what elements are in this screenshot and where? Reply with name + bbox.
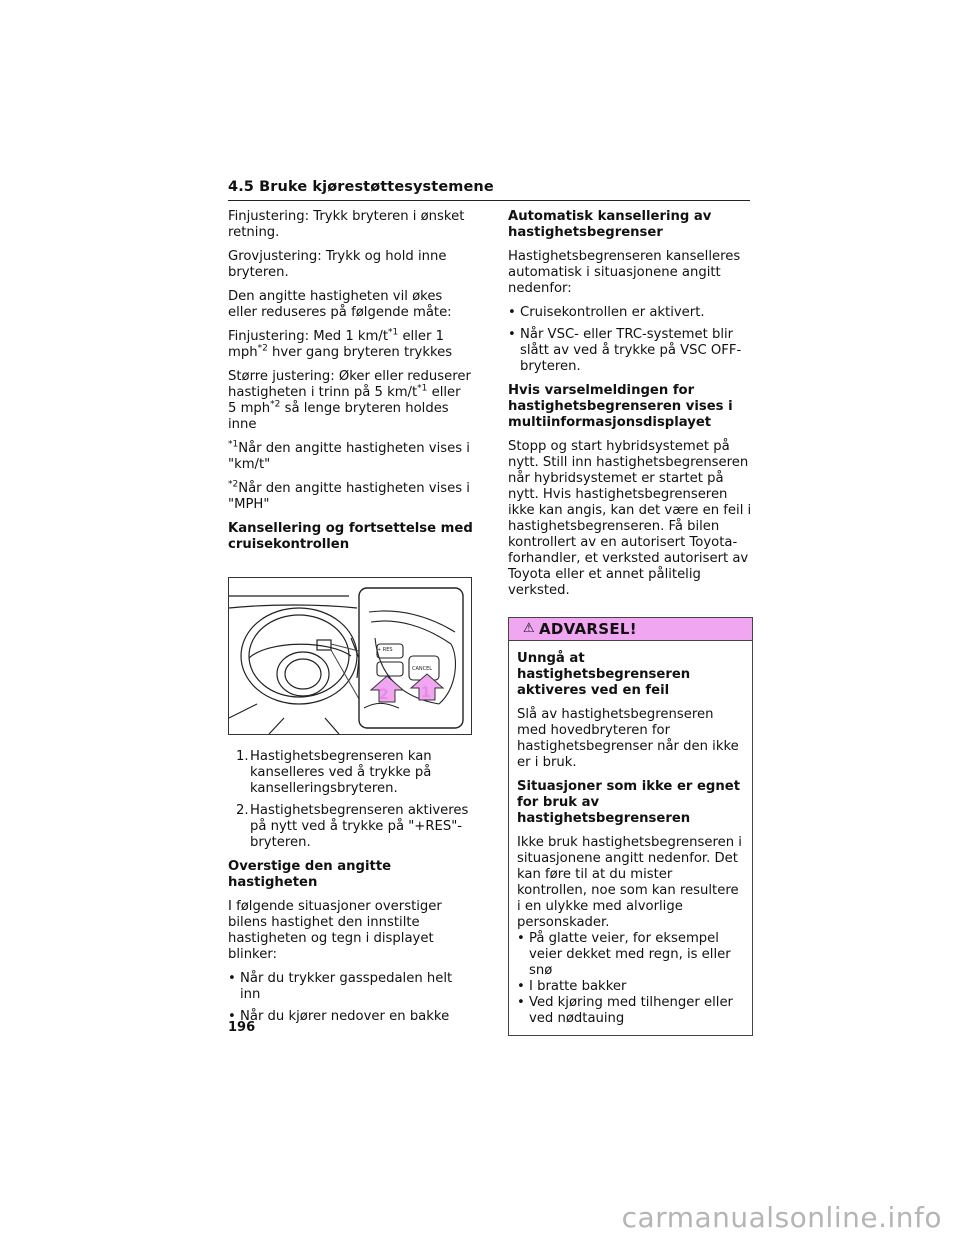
warning-header (509, 618, 752, 641)
speed-change-intro: Den angitte hastigheten vil økes eller reduseres på følgende måte: (228, 289, 452, 320)
list-item: • Når du kjører nedover en bakke (228, 1009, 473, 1025)
section-header (228, 179, 750, 201)
fine-adjust-text: Finjustering: Trykk bryteren i ønsket retning. (228, 209, 465, 240)
section-title: 4.5 Bruke kjørestøttesystemene (228, 179, 494, 195)
callout-2: 2 (379, 687, 389, 703)
warning-message-text: Stopp og start hybridsystemet på nytt. Still inn hastighetsbegrenseren når hybridsystemet er startet på nytt. Hvis hastighetsbegrenseren ikke kan angis, kan det være en feil i hastighetsbegrenseren. Få bilen kontrollert av en autorisert Toyota-forhandler, et verksted autorisert av Toyota eller et annet pålitelig verksted. (508, 439, 752, 598)
coarse-adjust-detail: Større justering: Øker eller reduserer hastigheten i trinn på 5 $km/t^{*1}$ eller 5 mph$^{*2}$ så lenge bryteren holdes inne (228, 369, 471, 432)
warning-box (508, 617, 753, 1036)
list-item: • Når VSC- eller TRC-systemet blir slått av ved å trykke på VSC OFF-bryteren. (508, 327, 753, 375)
cancel-switch-label: CANCEL (412, 666, 433, 672)
exceed-speed-text: I følgende situasjoner overstiger bilens hastighet den innstilte hastigheten og tegn i displayet blinker: (228, 899, 442, 962)
exceed-speed-heading: Overstige den angitte hastigheten (228, 859, 392, 890)
header-rule (228, 200, 750, 201)
warning-body (509, 641, 752, 1035)
auto-cancel-text: Hastighetsbegrenseren kanselleres automatisk i situasjonene angitt nedenfor: (508, 249, 741, 296)
res-switch-label: + RES (377, 647, 393, 653)
list-item: • Cruisekontrollen er aktivert. (508, 305, 753, 321)
fine-adjust-detail: Finjustering: Med 1 $km/t^{*1}$ eller 1 mph$^{*2}$ hver gang bryteren trykkes (228, 327, 453, 360)
warning-message-heading: Hvis varselmeldingen for hastighetsbegrenseren vises i multiinformasjonsdisplayet (508, 383, 733, 430)
auto-cancel-heading: Automatisk kansellering av hastighetsbegrenser (508, 209, 712, 240)
warning-text-2: Ikke bruk hastighetsbegrenseren i situasjonene angitt nedenfor. Det kan føre til at du mister kontrollen, noe som kan resultere i en ulykke med alvorlige personskader. (517, 835, 742, 930)
footnote-1: $^{*1}$Når den angitte hastigheten vises i "km/t" (228, 439, 470, 472)
right-column (508, 209, 753, 1036)
footnote-2: $^{*2}$Når den angitte hastigheten vises i "MPH" (228, 479, 470, 512)
list-item: 1. Hastighetsbegrenseren kan kanselleres ved å trykke på kanselleringsbryteren. (236, 749, 432, 796)
list-item: • På glatte veier, for eksempel veier dekket med regn, is eller snø (517, 931, 746, 979)
warning-text-1: Slå av hastighetsbegrenseren med hovedbryteren for hastighetsbegrenser når den ikke er i bruk. (517, 707, 739, 770)
cancel-resume-heading: Kansellering og fortsettelse med cruisekontrollen (228, 521, 473, 552)
left-column (228, 209, 473, 1031)
callout-1: 1 (421, 685, 431, 701)
warning-triangle-icon: ⚠ (523, 621, 535, 636)
warning-heading-2: Situasjoner som ikke er egnet for bruk av hastighetsbegrenseren (517, 779, 741, 826)
list-item: • I bratte bakker (517, 979, 746, 995)
coarse-adjust-text: Grovjustering: Trykk og hold inne bryteren. (228, 249, 447, 280)
watermark: carmanualsonline.info (621, 1201, 942, 1234)
steering-wheel-illustration (228, 577, 472, 735)
steering-wheel-drawing (229, 578, 471, 734)
list-item: 2. Hastighetsbegrenseren aktiveres på nytt ved å trykke på "+RES"-bryteren. (236, 803, 469, 850)
warning-heading-1: Unngå at hastighetsbegrenseren aktiveres ved en feil (517, 651, 691, 698)
list-item: • Når du trykker gasspedalen helt inn (228, 971, 473, 1003)
page-number: 196 (228, 1020, 256, 1035)
list-item: • Ved kjøring med tilhenger eller ved nødtauing (517, 995, 746, 1027)
warning-title: ADVARSEL! (538, 620, 637, 638)
